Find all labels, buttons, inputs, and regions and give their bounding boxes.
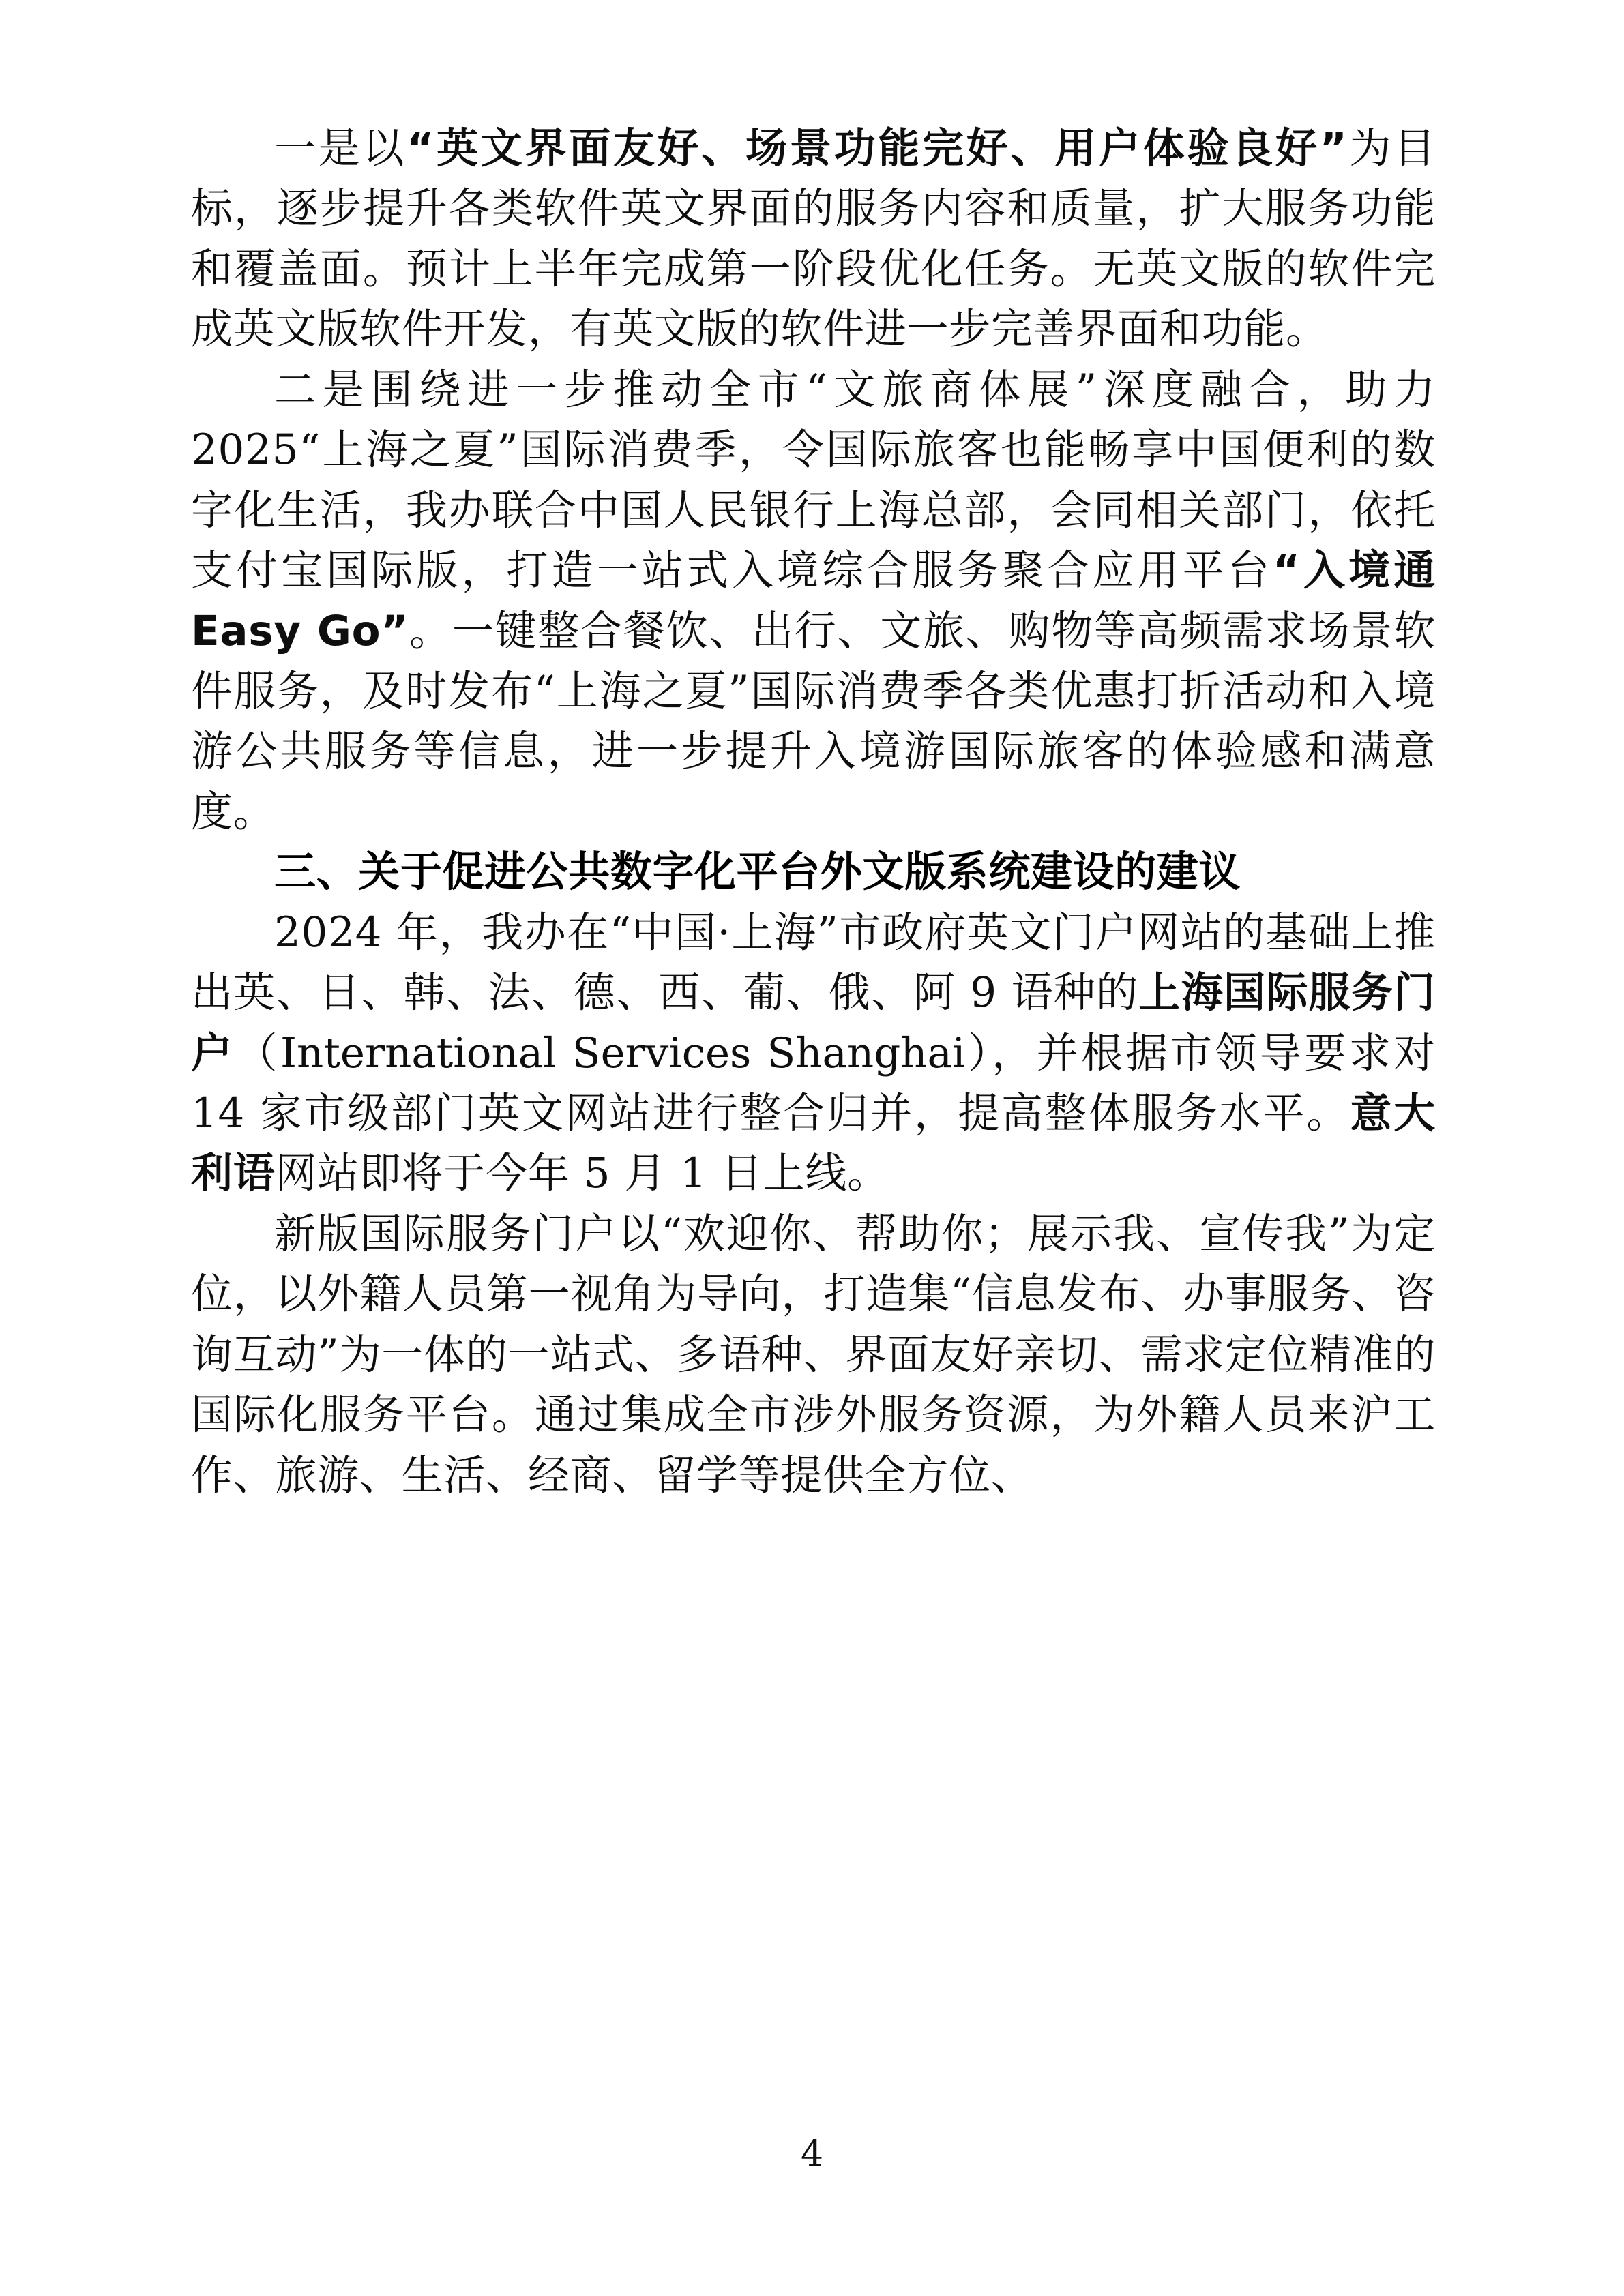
document-body [191,102,1436,1506]
run-emphasis-italian: 意大利语 [191,1089,1436,1198]
run-text: 网站即将于今年 5 月 1 日上线。 [275,1149,889,1198]
run-text: （ [235,1028,280,1077]
section-heading-three: 三、关于促进公共数字化平台外文版系统建设的建议 [274,848,1241,897]
paragraph-portal-positioning [191,1204,1436,1506]
paragraph-item-two [191,360,1436,843]
run-text: 新版国际服务门户以“欢迎你、帮助你；展示我、宣传我”为定位，以外籍人员第一视角为导向，打造集“信息发布、办事服务、咨询互动”为一体的一站式、多语种、界面友好亲切、需求定位精准的国际化服务平台。通过集成全市涉外服务资源，为外籍人员来沪工作、旅游、生活、经商、留学等提供全方位、 [191,1209,1436,1500]
run-text: 二是围绕进一步推动全市“文旅商体展”深度融合，助力 2025“上海之夏”国际消费季，令国际旅客也能畅享中国便利的数字化生活，我办联合中国人民银行上海总部，会同相关部门，依托支付宝国际版，打造一站式入境综合服务聚合应用平台 [191,365,1436,595]
paragraph-item-one [191,119,1436,360]
run-text: 。一键整合餐饮、出行、文旅、购物等高频需求场景软件服务，及时发布“上海之夏”国际消费季各类优惠打折活动和入境游公共服务等信息，进一步提升入境游国际旅客的体验感和满意度。 [191,606,1436,836]
run-text: 为目标，逐步提升各类软件英文界面的服务内容和质量，扩大服务功能和覆盖面。预计上半年完成第一阶段优化任务。无英文版的软件完成英文版软件开发，有英文版的软件进一步完善界面和功能。 [191,124,1436,354]
run-emphasis-portal-name: 上海国际服务门户 [191,968,1436,1077]
page-number: 4 [800,2134,824,2175]
run-emphasis: “入境通 Easy Go” [191,546,1436,655]
run-latin-portal-name: International Services Shanghai [280,1028,966,1077]
run-text: 2024 年，我办在“中国·上海”市政府英文门户网站的基础上推出英、日、韩、法、德、西、葡、俄、阿 9 语种的 [191,908,1436,1017]
paragraph-portal-overview [191,903,1436,1204]
run-text: ），并根据市领导要求对 14 家市级部门英文网站进行整合归并，提高整体服务水平。 [191,1028,1436,1137]
run-text: 一是以 [274,124,407,173]
run-emphasis: “英文界面友好、场景功能完好、用户体验良好” [407,124,1348,173]
